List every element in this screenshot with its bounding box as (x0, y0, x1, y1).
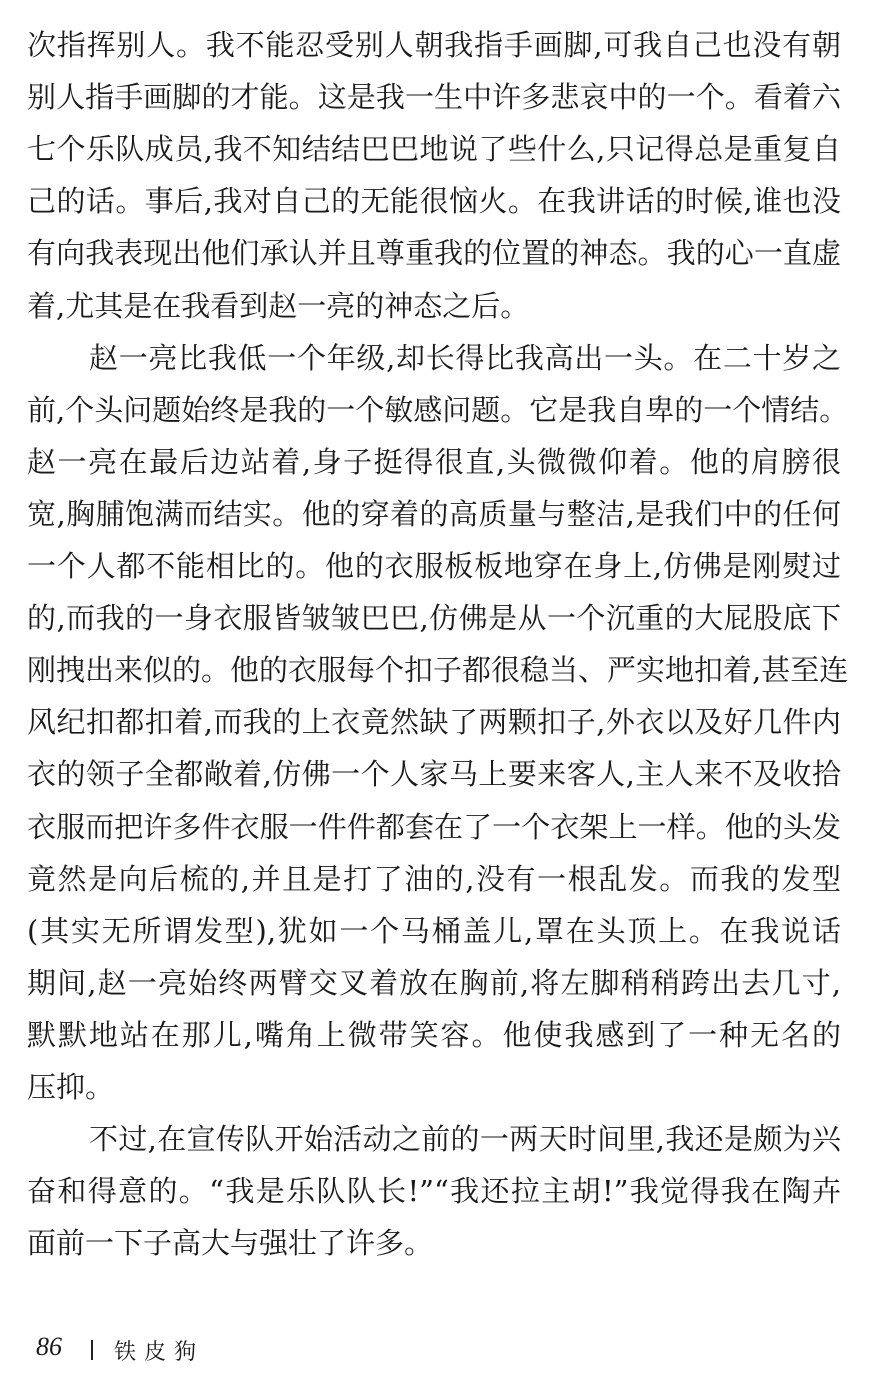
text-line: 面前一下子高大与强壮了许多。 (27, 1226, 434, 1261)
text-line: 竟然是向后梳的,并且是打了油的,没有一根乱发。而我的发型 (27, 861, 841, 896)
book-title: 铁皮狗 (114, 1340, 205, 1365)
text-line: 七个乐队成员,我不知结结巴巴地说了些什么,只记得总是重复自 (27, 132, 841, 167)
text-line: 己的话。事后,我对自己的无能很恼火。在我讲话的时候,谁也没 (27, 184, 841, 219)
text-line: 别人指手画脚的才能。这是我一生中许多悲哀中的一个。看着六 (27, 80, 841, 115)
text-line: 宽,胸脯饱满而结实。他的穿着的高质量与整洁,是我们中的任何 (27, 496, 841, 531)
text-line: 风纪扣都扣着,而我的上衣竟然缺了两颗扣子,外衣以及好几件内 (27, 705, 841, 740)
text-line: 前,个头问题始终是我的一个敏感问题。它是我自卑的一个情结。 (27, 392, 849, 427)
text-line: 刚拽出来似的。他的衣服每个扣子都很稳当、严实地扣着,甚至连 (27, 653, 849, 688)
text-line: 次指挥别人。我不能忍受别人朝我指手画脚,可我自己也没有朝 (27, 28, 841, 62)
text-line: 赵一亮比我低一个年级,却长得比我高出一头。在二十岁之 (89, 340, 841, 375)
text-line: 着,尤其是在我看到赵一亮的神态之后。 (27, 288, 530, 323)
footer-divider (91, 1340, 93, 1360)
text-line: 赵一亮在最后边站着,身子挺得很直,头微微仰着。他的肩膀很 (27, 444, 841, 479)
text-line: (其实无所谓发型),犹如一个马桶盖儿,罩在头顶上。在我说话 (27, 913, 841, 948)
text-line: 衣服而把许多件衣服一件件都套在了一个衣架上一样。他的头发 (27, 809, 841, 844)
text-line: 默默地站在那儿,嘴角上微带笑容。他使我感到了一种无名的 (27, 1017, 841, 1052)
page-number: 86 (36, 1332, 62, 1361)
text-line: 不过,在宣传队开始活动之前的一两天时间里,我还是颇为兴 (89, 1122, 841, 1157)
text-line: 期间,赵一亮始终两臂交叉着放在胸前,将左脚稍稍跨出去几寸, (27, 965, 841, 1000)
text-line: 衣的领子全都敞着,仿佛一个人家马上要来客人,主人来不及收拾 (27, 757, 841, 792)
text-line: 的,而我的一身衣服皆皱皱巴巴,仿佛是从一个沉重的大屁股底下 (27, 601, 841, 636)
text-line: 一个人都不能相比的。他的衣服板板地穿在身上,仿佛是刚熨过 (27, 549, 841, 583)
text-line: 奋和得意的。“我是乐队队长!”“我还拉主胡!”我觉得我在陶卉 (27, 1174, 841, 1209)
text-line: 压抑。 (27, 1070, 115, 1104)
text-line: 有向我表现出他们承认并且尊重我的位置的神态。我的心一直虚 (27, 236, 841, 271)
